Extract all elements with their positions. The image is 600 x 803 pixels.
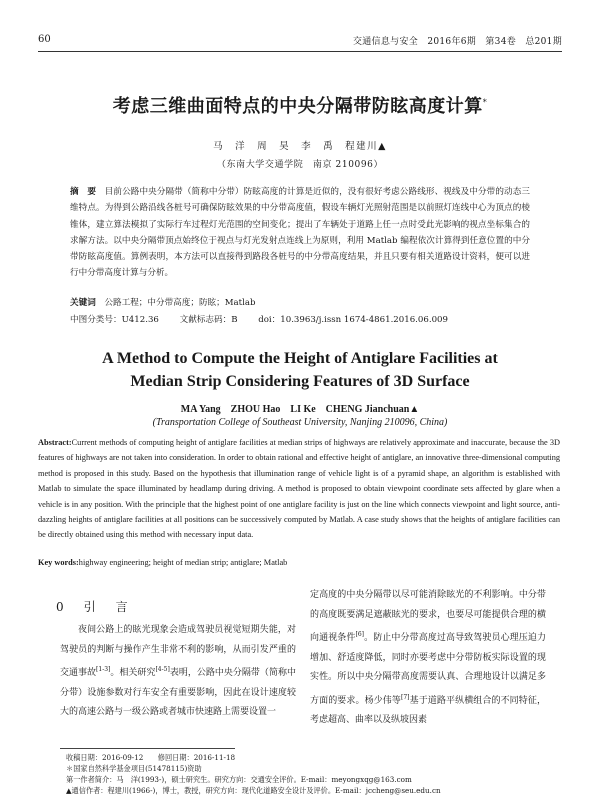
english-authors: MA Yang ZHOU Hao LI Ke CHENG Jianchuan▲	[180, 404, 420, 415]
classification-code: 中图分类号：U412.36	[70, 315, 159, 325]
body-text: 夜间公路上的眩光现象会造成驾驶员视觉短期失能，对驾驶员的判断与操作产生非常不利的影响，从而引发严重的交通事故	[60, 625, 296, 678]
english-title-line1: A Method to Compute the Height of Antiglare Facilities at	[102, 350, 498, 367]
body-text: 表明，公路中央分隔带（简称中分带）设施参数对行车安全有重要影响，因此在设计速度较大的高速公路与一级公路或者城市快速路上需要设置一	[60, 668, 296, 717]
page-number: 60	[38, 34, 51, 45]
chinese-abstract-text: 目前公路中央分隔带（简称中分带）防眩高度的计算是近似的，没有很好考虑公路线形、视线及中分带的动态三维特点。为得到公路沿线各桩号可确保防眩效果的中分带高度值，假设车辆灯光照射范围是以前照灯连线中心为顶点的棱锥体，建立算法模拟了实际行车过程灯光范围的空间变化；提出了车辆处于道路上任一点时受此光影响的视点坐标集合的求解方法。以中央分隔带顶点始终位于视点与灯光发射点连线上为原则，利用 Matlab 编程依次计算得到任意位置的中分带防眩高度值。算例表明，本方法可以直接得到路段各桩号的中分带高度结果，并且只要有相关道路设计资料，便可以进行中分带高度计算与分析。	[70, 187, 530, 279]
english-keywords-text: highway engineering; height of median strip; antiglare; Matlab	[78, 558, 288, 567]
chinese-abstract	[70, 184, 530, 282]
footnote-fund: ＊国家自然科学基金项目(51478115)资助	[66, 764, 202, 773]
body-column-right	[310, 586, 546, 731]
classification-line	[70, 313, 560, 325]
running-header	[38, 34, 562, 50]
citation: [6]	[355, 631, 364, 638]
english-affiliation: (Transportation College of Southeast University, Nanjing 210096, China)	[152, 417, 448, 428]
document-code: 文献标志码：B	[179, 315, 238, 325]
english-title-line2: Median Strip Considering Features of 3D Surface	[130, 373, 470, 390]
body-text: 。防止中分带高度过高导致驾驶员心理压迫力增加、舒适度降低，同时亦要考虑中分带防板实际设置的现实性。所以中央分隔带高度需要认真、合理地设计以满足多方面的要求。杨少伟等	[310, 633, 546, 706]
section-heading	[56, 598, 132, 615]
journal-info: 交通信息与安全 2016年6期 第34卷 总201期	[352, 37, 562, 47]
body-column-left	[60, 621, 296, 723]
chinese-abstract-label: 摘 要	[70, 187, 97, 197]
english-abstract	[38, 435, 560, 543]
header-rule	[38, 51, 562, 52]
english-abstract-label: Abstract:	[38, 438, 72, 447]
footnote-received: 收稿日期：2016-09-12 修回日期：2016-11-18	[66, 753, 236, 762]
footnote-rule	[60, 748, 235, 749]
chinese-title-text: 考虑三维曲面特点的中央分隔带防眩高度计算	[112, 96, 483, 117]
chinese-authors: 马 洋 周 昊 李 禹 程建川▲	[213, 141, 387, 152]
english-keywords	[38, 558, 560, 567]
citation: [4-5]	[155, 666, 170, 673]
english-title	[0, 347, 600, 393]
doi: doi：10.3963/j.issn 1674-4861.2016.06.009	[258, 315, 448, 325]
title-footnote-mark: *	[482, 98, 488, 107]
citation: [7]	[401, 693, 410, 701]
footnote-corresponding: ▲通信作者：程建川(1966-)，博士，教授，研究方向：现代化道路安全设计及评价。E-mail：jccheng@seu.edu.cn	[66, 786, 441, 795]
english-keywords-label: Key words:	[38, 558, 79, 567]
citation: [1-3]	[96, 666, 111, 673]
chinese-keywords-text: 公路工程；中分带高度；防眩；Matlab	[104, 298, 256, 308]
chinese-title	[0, 92, 600, 118]
footnote-first-author: 第一作者简介：马 洋(1993-)，硕士研究生。研究方向：交通安全评价。E-mail：meyongxqg@163.com	[66, 775, 412, 784]
body-text: 定高度的中央分隔带以尽可能消除眩光的不利影响。中分带的高度既要满足遮蔽眩光的要求，也要尽可能提供合理的横向通视条件	[310, 590, 546, 643]
section-title: 引 言	[83, 600, 132, 614]
body-text: 。相关研究	[110, 668, 156, 678]
chinese-keywords-label: 关键词	[70, 298, 96, 308]
chinese-keywords	[70, 296, 530, 308]
chinese-affiliation: （东南大学交通学院 南京 210096）	[216, 160, 384, 170]
section-number: 0	[56, 600, 68, 614]
english-abstract-text: Current methods of computing height of antiglare facilities at median strips of highways are relatively approximate and inaccurate, because the 3D features of highways are not taken into consideration. In order to obtain rational and effective height of antiglare, an innovative three-dimensional computing method is proposed in this study. Based on the hypothesis that illumination range of vehicle light is of a pyramid shape, an algorithm is established with Matlab to simulate the space illuminated by headlamp during driving. A method is proposed to obtain viewpoint coordinate sets affected by glare when a vehicle is in any position. With the principle that the highest point of one antiglare facility is just on the line which connects viewpoint and light source, anti-dazzling heights of antiglare facilities at all positions can be successively computed by Matlab. A case study shows that the heights of antiglare facilities can be directly obtained using this method with necessary input data.	[38, 438, 560, 540]
body-text: 基于道路平纵横组合的不同特征，考虑超高、曲率以及纵坡因素	[310, 695, 546, 725]
